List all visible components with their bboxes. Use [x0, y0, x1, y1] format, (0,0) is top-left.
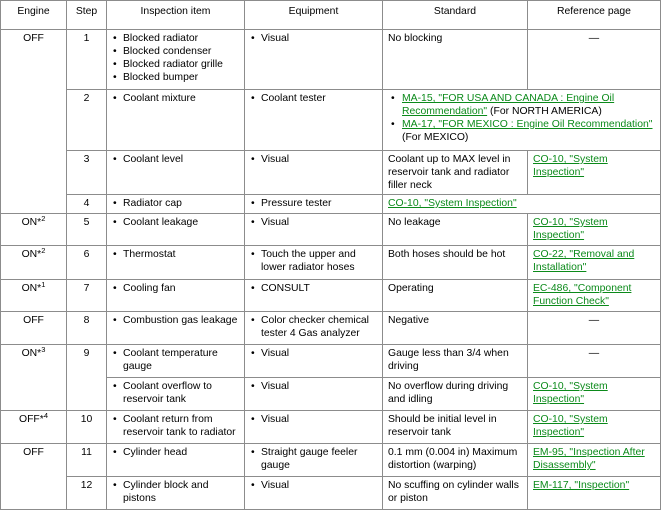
- equipment-cell: • Color checker chemical tester 4 Gas analyzer: [245, 312, 383, 345]
- step-cell: 5: [67, 214, 107, 246]
- inspection-item-cell: • Cooling fan: [107, 280, 245, 312]
- standard-cell: Should be initial level in reservoir tank: [383, 411, 528, 444]
- equipment-cell: • Straight gauge feeler gauge: [245, 444, 383, 477]
- equipment-cell: • Touch the upper and lower radiator hoses: [245, 246, 383, 280]
- reference-link[interactable]: CO-10, "System Inspection": [533, 381, 608, 405]
- table-row: [1, 411, 661, 444]
- engine-cell: OFF*$^4$: [1, 411, 67, 444]
- reference-cell: —: [528, 312, 661, 345]
- reference-cell: [528, 246, 661, 280]
- reference-link[interactable]: CO-10, "System Inspection": [533, 414, 608, 438]
- reference-cell: [383, 90, 661, 151]
- inspection-item-cell: • Thermostat: [107, 246, 245, 280]
- engine-cell: OFF: [1, 444, 67, 510]
- reference-link[interactable]: EM-95, "Inspection After Disassembly": [533, 447, 645, 471]
- table-row: [1, 345, 661, 378]
- reference-cell: [528, 280, 661, 312]
- list-item: • MA-17, "FOR MEXICO : Engine Oil Recommendation" (For MEXICO): [388, 118, 655, 144]
- equipment-cell: • Visual: [245, 345, 383, 378]
- equipment-cell: • Visual: [245, 477, 383, 510]
- step-cell: 9: [67, 345, 107, 411]
- reference-cell: —: [528, 345, 661, 378]
- reference-link[interactable]: MA-17, "FOR MEXICO : Engine Oil Recommendation": [402, 119, 653, 130]
- equipment-cell: • Visual: [245, 378, 383, 411]
- standard-cell: No leakage: [383, 214, 528, 246]
- table-row: [1, 312, 661, 345]
- equipment-cell: • Visual: [245, 411, 383, 444]
- standard-cell: 0.1 mm (0.004 in) Maximum distortion (warping): [383, 444, 528, 477]
- engine-cell: OFF: [1, 312, 67, 345]
- header-row: [1, 1, 661, 30]
- step-cell: 12: [67, 477, 107, 510]
- inspection-item-cell: • Coolant leakage: [107, 214, 245, 246]
- engine-cell: ON*$^1$: [1, 280, 67, 312]
- table-row: [1, 151, 661, 195]
- standard-cell: No scuffing on cylinder walls or piston: [383, 477, 528, 510]
- step-cell: 4: [67, 195, 107, 214]
- header-standard: Standard: [383, 1, 528, 30]
- reference-cell: [383, 195, 661, 214]
- step-cell: 7: [67, 280, 107, 312]
- table-row: [1, 195, 661, 214]
- step-cell: 8: [67, 312, 107, 345]
- engine-cell: ON*$^2$: [1, 214, 67, 246]
- inspection-item-cell: • Radiator cap: [107, 195, 245, 214]
- equipment-cell: • Visual: [245, 30, 383, 90]
- step-cell: 1: [67, 30, 107, 90]
- table-row: [1, 30, 661, 90]
- list-item: • MA-15, "FOR USA AND CANADA : Engine Oil Recommendation" (For NORTH AMERICA): [388, 92, 655, 118]
- equipment-cell: • Visual: [245, 151, 383, 195]
- engine-cell: OFF: [1, 30, 67, 214]
- standard-cell: Gauge less than 3/4 when driving: [383, 345, 528, 378]
- reference-link[interactable]: CO-10, "System Inspection": [533, 154, 608, 178]
- list-item: • Blocked radiator: [112, 32, 239, 45]
- standard-cell: No blocking: [383, 30, 528, 90]
- inspection-item-cell: • Coolant overflow to reservoir tank: [107, 378, 245, 411]
- inspection-item-cell: • Combustion gas leakage: [107, 312, 245, 345]
- inspection-item-cell: • Coolant temperature gauge: [107, 345, 245, 378]
- reference-cell: [528, 214, 661, 246]
- table-row: [1, 246, 661, 280]
- reference-link[interactable]: MA-15, "FOR USA AND CANADA : Engine Oil Recommendation": [402, 93, 615, 117]
- header-inspection-item: Inspection item: [107, 1, 245, 30]
- reference-link[interactable]: EM-117, "Inspection": [533, 480, 630, 491]
- standard-cell: Both hoses should be hot: [383, 246, 528, 280]
- reference-cell: [528, 378, 661, 411]
- inspection-item-cell: • Cylinder block and pistons: [107, 477, 245, 510]
- step-cell: 10: [67, 411, 107, 444]
- reference-cell: [528, 151, 661, 195]
- inspection-item-cell: • Cylinder head: [107, 444, 245, 477]
- header-engine: Engine: [1, 1, 67, 30]
- reference-link[interactable]: CO-10, "System Inspection": [388, 198, 517, 209]
- standard-cell: Negative: [383, 312, 528, 345]
- inspection-item-cell: • Coolant level: [107, 151, 245, 195]
- header-equipment: Equipment: [245, 1, 383, 30]
- list-item: • Blocked bumper: [112, 71, 239, 84]
- table-row: [1, 477, 661, 510]
- header-step: Step: [67, 1, 107, 30]
- engine-cell: ON*$^2$: [1, 246, 67, 280]
- reference-link[interactable]: CO-10, "System Inspection": [533, 217, 608, 241]
- standard-cell: Coolant up to MAX level in reservoir tank and radiator filler neck: [383, 151, 528, 195]
- table-row: [1, 214, 661, 246]
- reference-link[interactable]: CO-22, "Removal and Installation": [533, 249, 635, 273]
- step-cell: 11: [67, 444, 107, 477]
- step-cell: 2: [67, 90, 107, 151]
- engine-cell: ON*$^3$: [1, 345, 67, 411]
- reference-cell: [528, 444, 661, 477]
- list-item: • Blocked radiator grille: [112, 58, 239, 71]
- equipment-cell: • CONSULT: [245, 280, 383, 312]
- table-row: [1, 280, 661, 312]
- reference-cell: —: [528, 30, 661, 90]
- table-row: [1, 90, 661, 151]
- equipment-cell: • Pressure tester: [245, 195, 383, 214]
- inspection-item-cell: • Coolant mixture: [107, 90, 245, 151]
- inspection-item-cell: [107, 30, 245, 90]
- list-item: • Blocked condenser: [112, 45, 239, 58]
- table-row: [1, 444, 661, 477]
- equipment-cell: • Coolant tester: [245, 90, 383, 151]
- reference-cell: [528, 477, 661, 510]
- equipment-cell: • Visual: [245, 214, 383, 246]
- reference-link[interactable]: EC-486, "Component Function Check": [533, 283, 632, 307]
- reference-cell: [528, 411, 661, 444]
- step-cell: 3: [67, 151, 107, 195]
- header-reference-page: Reference page: [528, 1, 661, 30]
- inspection-item-cell: • Coolant return from reservoir tank to radiator: [107, 411, 245, 444]
- standard-cell: Operating: [383, 280, 528, 312]
- standard-cell: No overflow during driving and idling: [383, 378, 528, 411]
- step-cell: 6: [67, 246, 107, 280]
